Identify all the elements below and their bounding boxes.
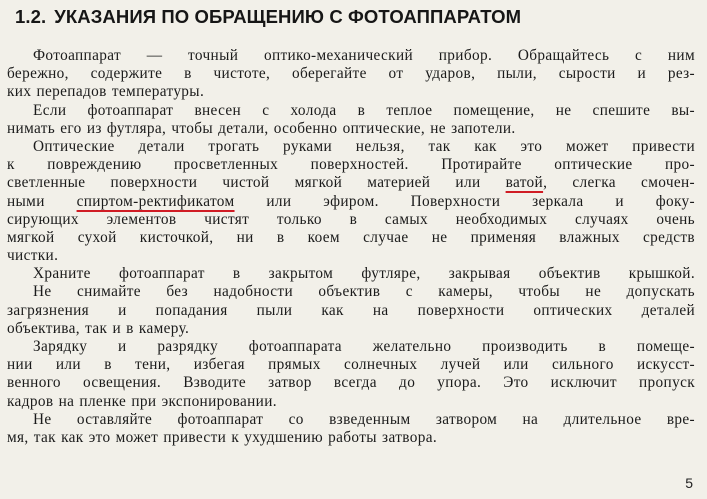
- text-line: Не снимайте без надобности объектив с камеры, чтобы не допускать: [33, 283, 695, 301]
- text-line: Если фотоаппарат внесен с холода в теплое помещение, не спешите вы-: [33, 101, 695, 119]
- text-line: ких перепадов температуры.: [7, 83, 205, 101]
- text-line: кадров на пленке при экспонировании.: [7, 392, 277, 410]
- paragraph-optics: [7, 138, 695, 265]
- text-line: Оптические детали трогать руками нельзя, так как это может привести: [33, 137, 695, 155]
- text-line: к повреждению просветленных поверхностей. Протирайте оптические про-: [7, 156, 695, 174]
- section-heading: [15, 6, 521, 28]
- paragraph-shutter: [7, 411, 695, 447]
- text-line: Храните фотоаппарат в закрытом футляре, закрывая объектив крышкой.: [33, 265, 695, 283]
- section-number: 1.2.: [15, 6, 47, 27]
- text-line: мя, так как это может привести к ухудшению работы затвора.: [7, 428, 438, 446]
- paragraph-storage: [7, 265, 695, 338]
- text-segment: ными: [7, 192, 77, 210]
- paragraph-cold: [7, 102, 695, 138]
- paragraph-care: [7, 47, 695, 102]
- text-segment: светленные поверхности чистой мягкой материей или: [7, 174, 506, 192]
- text-line: венного освещения. Взводите затвор всегда до упора. Это исключит пропуск: [7, 374, 695, 392]
- text-line: бережно, содержите в чистоте, оберегайте от ударов, пыли, сырости и рез-: [7, 65, 695, 83]
- text-line: нимать его из футляра, чтобы детали, особенно оптические, не запотели.: [7, 119, 516, 137]
- text-line: объектива, так и в камеру.: [7, 319, 190, 337]
- text-line-highlighted: [7, 193, 695, 211]
- text-line: чистки.: [7, 247, 59, 265]
- text-line: мягкой сухой кисточкой, ни в коем случае не применяя влажных средств: [7, 228, 695, 246]
- text-line: Не оставляйте фотоаппарат со взведенным затвором на длительное вре-: [33, 410, 695, 428]
- underlined-word-alcohol: спиртом-ректификатом: [76, 192, 235, 210]
- body-text: [7, 47, 695, 447]
- text-line: нии или в тени, избегая прямых солнечных лучей или сильного искусст-: [7, 356, 695, 374]
- text-segment: , слегка смочен-: [543, 174, 695, 192]
- page-number: 5: [685, 475, 693, 491]
- text-line: загрязнения и попадания пыли как на поверхности оптических деталей: [7, 301, 695, 319]
- text-line: сирующих элементов чистят только в самых необходимых случаях очень: [7, 210, 695, 228]
- text-line: Фотоаппарат — точный оптико-механический прибор. Обращайтесь с ним: [33, 47, 695, 64]
- text-line-highlighted: [7, 174, 695, 192]
- text-line: Зарядку и разрядку фотоаппарата желательно производить в помеще-: [33, 338, 695, 355]
- paragraph-loading: [7, 338, 695, 411]
- section-title: УКАЗАНИЯ ПО ОБРАЩЕНИЮ С ФОТОАППАРАТОМ: [54, 6, 522, 27]
- underlined-word-cotton: ватой: [505, 174, 544, 192]
- text-segment: или эфиром. Поверхности зеркала и фоку-: [234, 192, 696, 210]
